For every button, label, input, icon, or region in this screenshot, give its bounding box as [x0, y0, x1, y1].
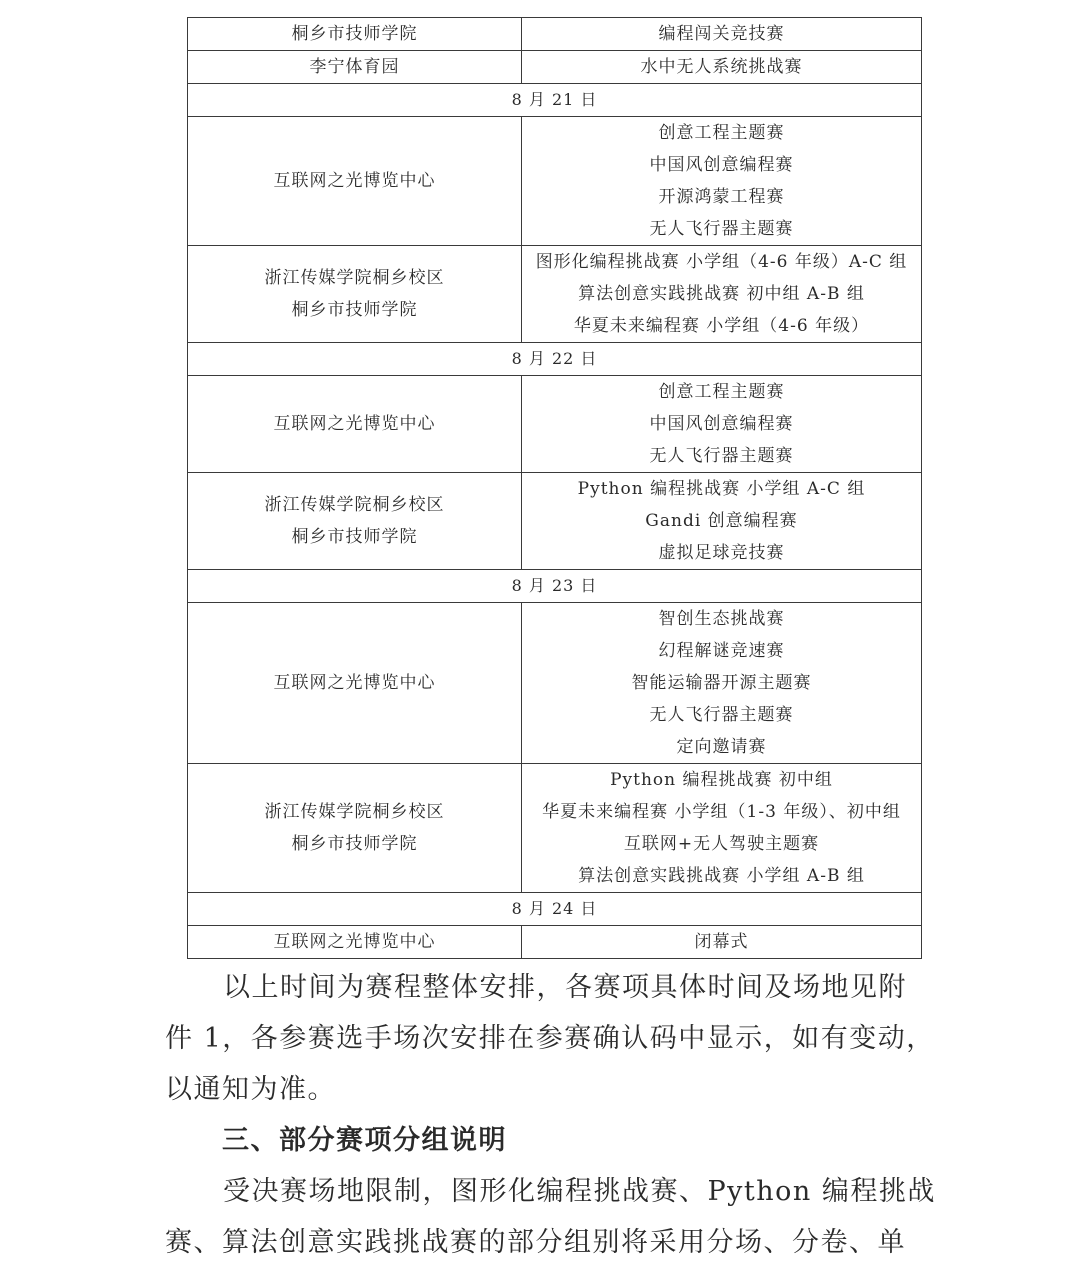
venue-name: 浙江传媒学院桐乡校区 — [264, 495, 445, 515]
venue-cell — [188, 18, 522, 51]
venue-name: 浙江传媒学院桐乡校区 — [264, 802, 445, 822]
events-cell — [522, 926, 922, 959]
event-name: 编程闯关竞技赛 — [658, 24, 785, 44]
venue-name: 桐乡市技师学院 — [291, 834, 418, 854]
venue-cell — [188, 376, 522, 473]
schedule-row — [188, 246, 922, 343]
event-name: Python 编程挑战赛 初中组 — [610, 770, 833, 790]
event-name: 互联网+无人驾驶主题赛 — [623, 834, 820, 854]
date-row — [188, 570, 922, 603]
schedule-body — [188, 18, 922, 959]
venue-name: 李宁体育园 — [309, 57, 400, 77]
schedule-table — [187, 17, 922, 959]
event-name: 创意工程主题赛 — [658, 382, 785, 402]
date-cell: 8 月 22 日 — [188, 343, 922, 376]
events-cell — [522, 376, 922, 473]
event-name: 图形化编程挑战赛 小学组（4-6 年级）A-C 组 — [535, 252, 908, 272]
venue-name: 浙江传媒学院桐乡校区 — [264, 268, 445, 288]
event-name: 华夏未来编程赛 小学组（4-6 年级） — [573, 316, 870, 336]
venue-cell — [188, 246, 522, 343]
venue-cell — [188, 764, 522, 893]
paragraph-line: 赛、算法创意实践挑战赛的部分组别将采用分场、分卷、单 — [165, 1227, 906, 1258]
paragraph-line: 受决赛场地限制，图形化编程挑战赛、Python 编程挑战 — [223, 1176, 936, 1207]
event-name: 定向邀请赛 — [676, 737, 767, 757]
date-row — [188, 84, 922, 117]
venue-name: 桐乡市技师学院 — [291, 24, 418, 44]
events-cell — [522, 18, 922, 51]
schedule-row — [188, 764, 922, 893]
date-row — [188, 893, 922, 926]
venue-name: 桐乡市技师学院 — [291, 527, 418, 547]
paragraph-line: 件 1，各参赛选手场次安排在参赛确认码中显示，如有变动， — [165, 1023, 935, 1054]
venue-name: 互联网之光博览中心 — [273, 673, 436, 693]
venue-name: 互联网之光博览中心 — [273, 414, 436, 434]
schedule-row — [188, 51, 922, 84]
event-name: 无人飞行器主题赛 — [649, 446, 794, 466]
schedule-row — [188, 376, 922, 473]
event-name: 闭幕式 — [694, 932, 749, 952]
venue-cell — [188, 51, 522, 84]
venue-cell — [188, 603, 522, 764]
paragraph-line: 以通知为准。 — [165, 1074, 336, 1105]
event-name: 开源鸿蒙工程赛 — [658, 187, 785, 207]
date-row — [188, 343, 922, 376]
venue-cell — [188, 473, 522, 570]
event-name: 创意工程主题赛 — [658, 123, 785, 143]
venue-cell — [188, 926, 522, 959]
events-cell — [522, 603, 922, 764]
venue-name: 互联网之光博览中心 — [273, 171, 436, 191]
event-name: 智能运输器开源主题赛 — [631, 673, 812, 693]
venue-name: 互联网之光博览中心 — [273, 932, 436, 952]
event-name: 算法创意实践挑战赛 初中组 A-B 组 — [578, 284, 865, 304]
event-name: 无人飞行器主题赛 — [649, 705, 794, 725]
schedule-note-paragraph — [165, 962, 935, 1115]
event-name: 无人飞行器主题赛 — [649, 219, 794, 239]
schedule-row — [188, 18, 922, 51]
grouping-description-paragraph — [165, 1166, 936, 1268]
section-heading: 三、部分赛项分组说明 — [222, 1125, 507, 1156]
date-cell: 8 月 23 日 — [188, 570, 922, 603]
event-name: 算法创意实践挑战赛 小学组 A-B 组 — [578, 866, 865, 886]
events-cell — [522, 51, 922, 84]
schedule-row — [188, 926, 922, 959]
paragraph-line: 以上时间为赛程整体安排，各赛项具体时间及场地见附 — [223, 972, 907, 1003]
event-name: 虚拟足球竞技赛 — [658, 543, 785, 563]
event-name: 中国风创意编程赛 — [649, 155, 794, 175]
event-name: 华夏未来编程赛 小学组（1-3 年级）、初中组 — [542, 802, 901, 822]
schedule-row — [188, 473, 922, 570]
event-name: Python 编程挑战赛 小学组 A-C 组 — [577, 479, 866, 499]
event-name: 水中无人系统挑战赛 — [640, 57, 803, 77]
events-cell — [522, 764, 922, 893]
date-cell: 8 月 21 日 — [188, 84, 922, 117]
schedule-row — [188, 117, 922, 246]
events-cell — [522, 117, 922, 246]
date-cell: 8 月 24 日 — [188, 893, 922, 926]
event-name: 幻程解谜竞速赛 — [658, 641, 785, 661]
venue-name: 桐乡市技师学院 — [291, 300, 418, 320]
event-name: 智创生态挑战赛 — [658, 609, 785, 629]
event-name: 中国风创意编程赛 — [649, 414, 794, 434]
schedule-row — [188, 603, 922, 764]
event-name: Gandi 创意编程赛 — [645, 511, 798, 531]
venue-cell — [188, 117, 522, 246]
events-cell — [522, 473, 922, 570]
events-cell — [522, 246, 922, 343]
